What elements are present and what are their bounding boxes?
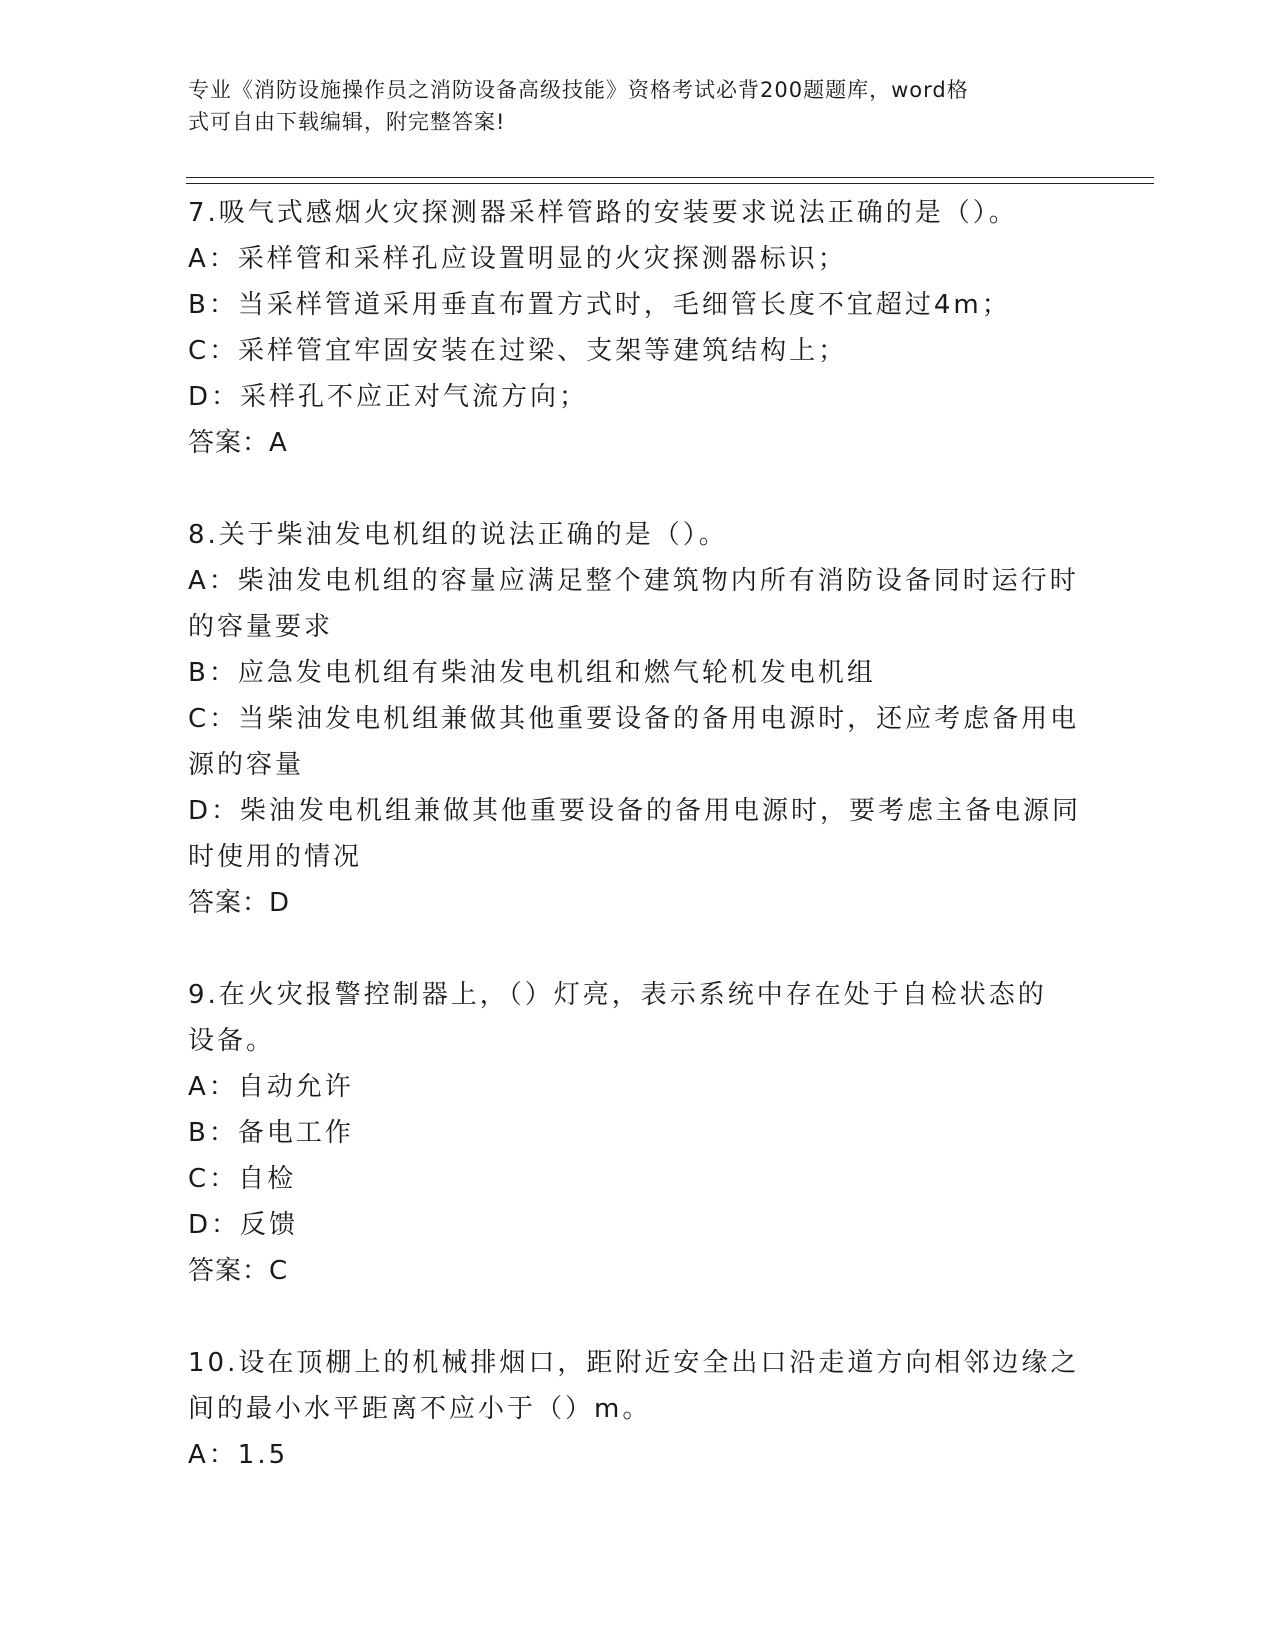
question-8 xyxy=(188,512,1088,926)
option-a: A：采样管和采样孔应设置明显的火灾探测器标识； xyxy=(188,244,847,274)
header-divider-bottom xyxy=(186,183,1154,184)
answer-label: 答案：A xyxy=(188,428,288,458)
option-a: A：自动允许 xyxy=(188,1072,354,1102)
header-line-1: 专业《消防设施操作员之消防设备高级技能》资格考试必背200题题库，word格 xyxy=(188,78,969,102)
option-c: C：当柴油发电机组兼做其他重要设备的备用电源时，还应考虑备用电 xyxy=(188,704,1080,734)
option-c: C：自检 xyxy=(188,1164,297,1194)
option-a-continued: 的容量要求 xyxy=(188,612,334,642)
question-stem: 8.关于柴油发电机组的说法正确的是（）。 xyxy=(188,520,728,550)
option-b: B：当采样管道采用垂直布置方式时，毛细管长度不宜超过4m； xyxy=(188,290,1011,320)
question-10 xyxy=(188,1340,1088,1478)
question-stem-continued: 间的最小水平距离不应小于（）m。 xyxy=(188,1394,652,1424)
option-d-continued: 时使用的情况 xyxy=(188,842,363,872)
header-divider-top xyxy=(186,177,1154,178)
option-c: C：采样管宜牢固安装在过梁、支架等建筑结构上； xyxy=(188,336,848,366)
answer-label: 答案：C xyxy=(188,1256,289,1286)
option-d: D：采样孔不应正对气流方向； xyxy=(188,382,589,412)
option-d: D：柴油发电机组兼做其他重要设备的备用电源时，要考虑主备电源同 xyxy=(188,796,1082,826)
question-stem: 9.在火灾报警控制器上，（）灯亮，表示系统中存在处于自检状态的 xyxy=(188,980,1047,1010)
option-b: B：应急发电机组有柴油发电机组和燃气轮机发电机组 xyxy=(188,658,876,688)
document-header xyxy=(188,74,1068,138)
question-list xyxy=(188,190,1088,1524)
option-b: B：备电工作 xyxy=(188,1118,354,1148)
header-line-2: 式可自由下载编辑，附完整答案! xyxy=(188,110,506,134)
question-9 xyxy=(188,972,1088,1294)
question-stem-continued: 设备。 xyxy=(188,1026,276,1056)
question-7 xyxy=(188,190,1088,466)
option-d: D：反馈 xyxy=(188,1210,299,1240)
option-c-continued: 源的容量 xyxy=(188,750,305,780)
option-a: A：1.5 xyxy=(188,1440,289,1470)
question-stem: 10.设在顶棚上的机械排烟口，距附近安全出口沿走道方向相邻边缘之 xyxy=(188,1348,1080,1378)
option-a: A：柴油发电机组的容量应满足整个建筑物内所有消防设备同时运行时 xyxy=(188,566,1079,596)
question-stem: 7.吸气式感烟火灾探测器采样管路的安装要求说法正确的是（）。 xyxy=(188,198,1018,228)
answer-label: 答案：D xyxy=(188,888,291,918)
